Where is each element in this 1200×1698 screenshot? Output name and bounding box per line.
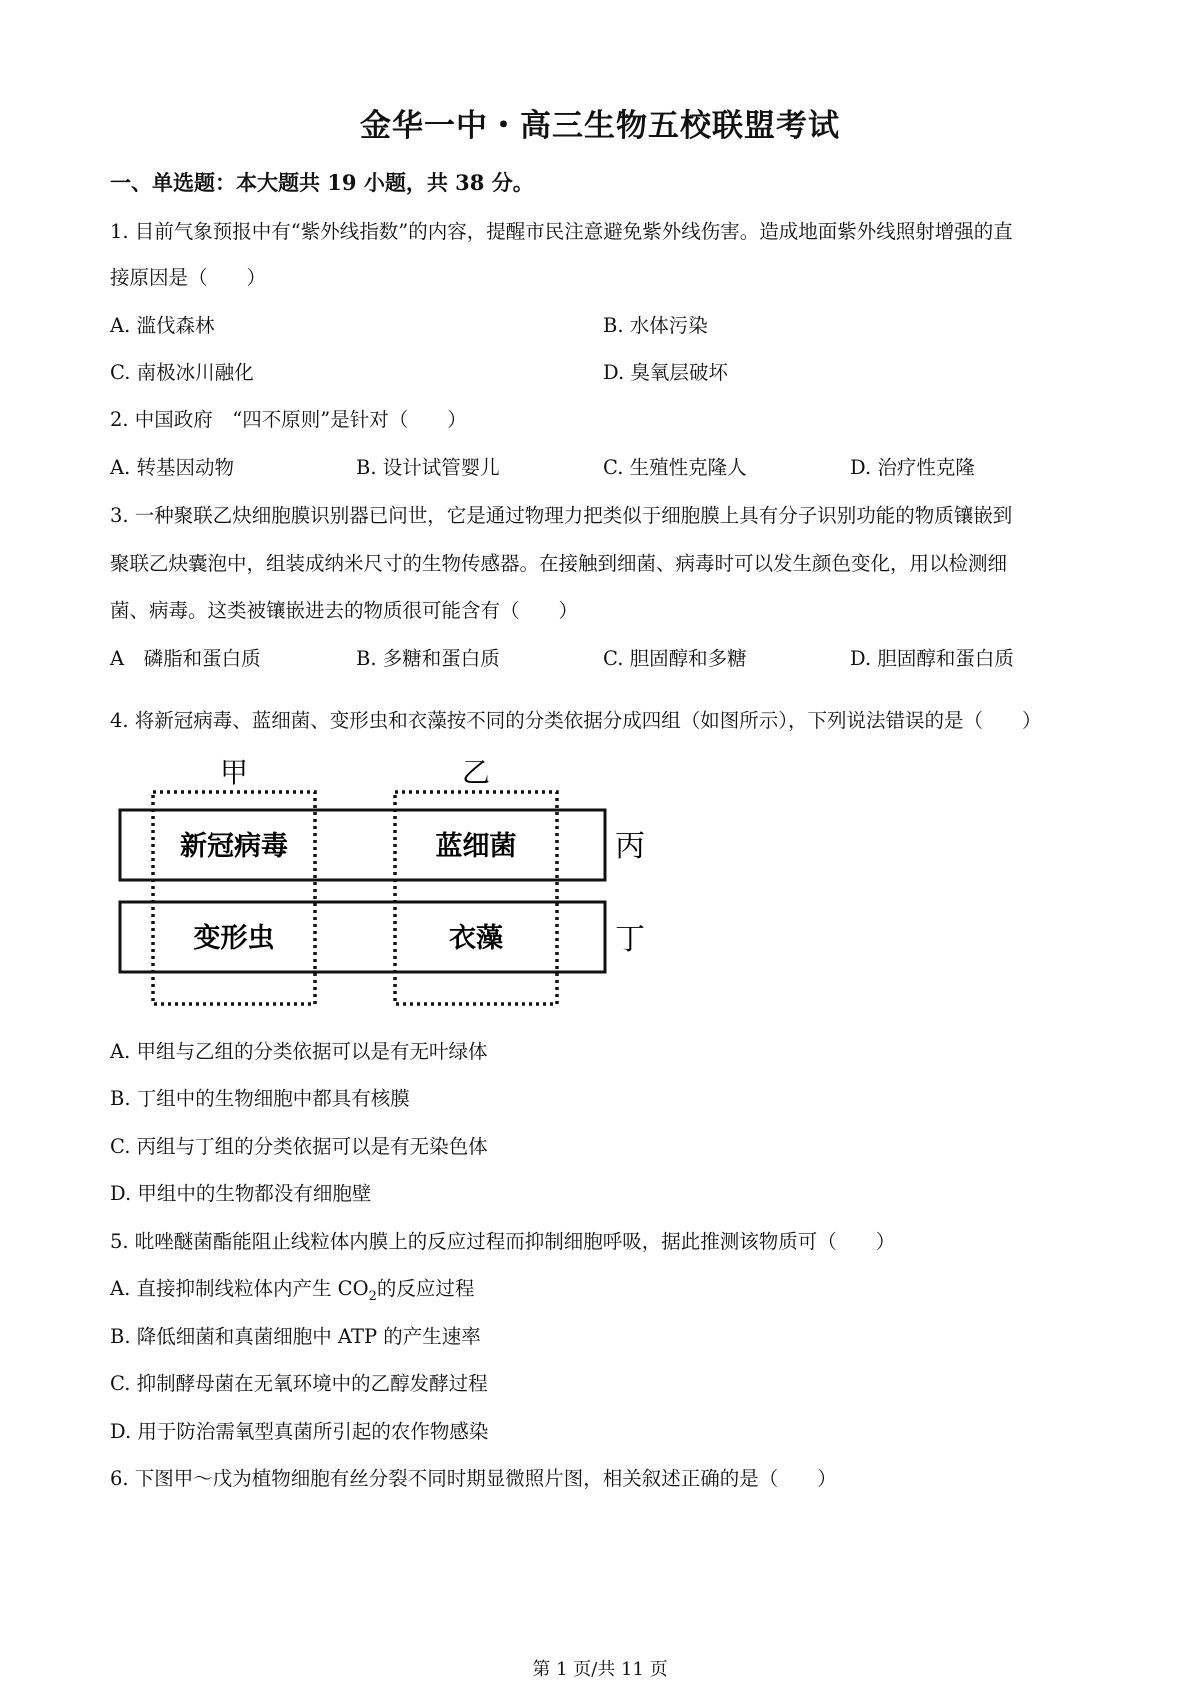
page-footer: 第 1 页/共 11 页 (532, 1659, 668, 1680)
page-title: 金华一中・高三生物五校联盟考试 (360, 108, 840, 144)
column-label-jia: 甲 (219, 756, 249, 789)
question-1-line-2: 接原因是（ ） (110, 266, 267, 289)
question-1-option-c: C. 南极冰川融化 (110, 361, 254, 384)
question-5-line-1: 5. 吡唑醚菌酯能阻止线粒体内膜上的反应过程而抑制细胞呼吸，据此推测该物质可（ ） (110, 1230, 896, 1253)
cell-chlamydomonas: 衣藻 (449, 923, 503, 954)
question-5-option-b: B. 降低细菌和真菌细胞中 ATP 的产生速率 (110, 1325, 481, 1348)
cell-cyanobacteria: 蓝细菌 (435, 831, 517, 862)
question-5-option-a (110, 1273, 474, 1304)
question-6-line-1: 6. 下图甲～戊为植物细胞有丝分裂不同时期显微照片图，相关叙述正确的是（ ） (110, 1467, 837, 1490)
question-1-line-1: 1. 目前气象预报中有“紫外线指数”的内容，提醒市民注意避免紫外线伤害。造成地面紫外线照射增强的直 (110, 220, 1013, 243)
question-4-option-b: B. 丁组中的生物细胞中都具有核膜 (110, 1087, 410, 1110)
question-3-line-3: 菌、病毒。这类被镶嵌进去的物质很可能含有（ ） (110, 599, 579, 622)
question-5-option-c: C. 抑制酵母菌在无氧环境中的乙醇发酵过程 (110, 1372, 488, 1395)
column-label-yi: 乙 (461, 756, 491, 789)
question-4-line-1: 4. 将新冠病毒、蓝细菌、变形虫和衣藻按不同的分类依据分成四组（如图所示），下列说法错误的是（ ） (110, 709, 1042, 732)
question-2-option-b: B. 设计试管婴儿 (356, 456, 500, 479)
section-heading: 一、单选题：本大题共 19 小题，共 38 分。 (110, 170, 534, 195)
question-4-option-d: D. 甲组中的生物都没有细胞壁 (110, 1182, 372, 1205)
question-2-option-d: D. 治疗性克隆 (850, 456, 975, 479)
question-3-option-a: A 磷脂和蛋白质 (110, 647, 261, 670)
question-2-option-a: A. 转基因动物 (110, 456, 234, 479)
question-3-line-2: 聚联乙炔囊泡中，组装成纳米尺寸的生物传感器。在接触到细菌、病毒时可以发生颜色变化，用以检测细 (110, 552, 1008, 575)
question-5-option-a-post: 的反应过程 (376, 1277, 475, 1300)
row-label-ding: 丁 (615, 922, 645, 957)
question-4-option-a: A. 甲组与乙组的分类依据可以是有无叶绿体 (110, 1040, 488, 1063)
question-2-option-c: C. 生殖性克隆人 (603, 456, 747, 479)
question-4-option-c: C. 丙组与丁组的分类依据可以是有无染色体 (110, 1135, 488, 1158)
question-1-option-a: A. 滥伐森林 (110, 314, 215, 337)
question-5-option-a-pre: A. 直接抑制线粒体内产生 CO (110, 1277, 369, 1300)
question-3-option-d: D. 胆固醇和蛋白质 (850, 647, 1014, 670)
cell-covid-virus: 新冠病毒 (180, 831, 288, 862)
question-1-option-b: B. 水体污染 (603, 314, 708, 337)
question-5-option-d: D. 用于防治需氧型真菌所引起的农作物感染 (110, 1420, 489, 1443)
row-label-bing: 丙 (615, 829, 645, 864)
question-3-line-1: 3. 一种聚联乙炔细胞膜识别器已问世，它是通过物理力把类似于细胞膜上具有分子识别功能的物质镶嵌到 (110, 504, 1013, 527)
question-2-line-1: 2. 中国政府 “四不原则”是针对（ ） (110, 408, 467, 431)
classification-diagram (110, 752, 670, 1012)
question-5-option-a-subscript: 2 (368, 1288, 377, 1304)
question-3-option-b: B. 多糖和蛋白质 (356, 647, 500, 670)
question-1-option-d: D. 臭氧层破坏 (603, 361, 728, 384)
cell-amoeba: 变形虫 (193, 923, 275, 954)
question-3-option-c: C. 胆固醇和多糖 (603, 647, 747, 670)
